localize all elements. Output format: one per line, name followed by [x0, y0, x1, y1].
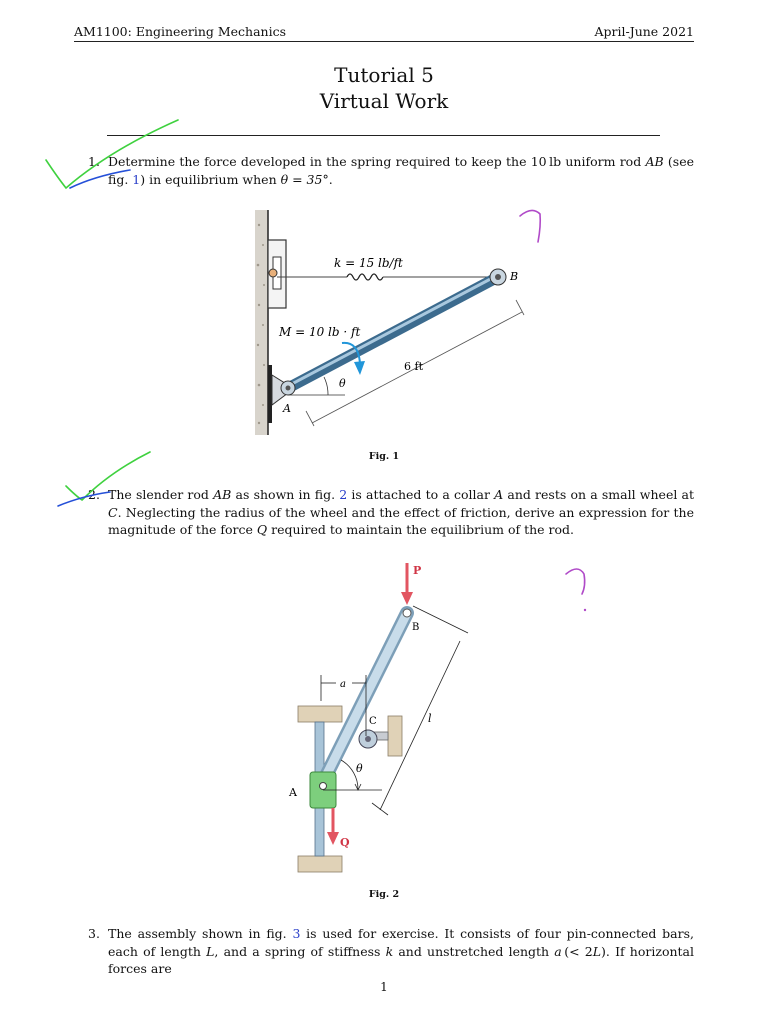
term-label: April-June 2021: [594, 24, 694, 39]
figure-link[interactable]: 2: [339, 487, 348, 502]
problem-number: 1.: [88, 154, 100, 169]
label-c: C: [369, 716, 377, 727]
top-support: [298, 706, 342, 722]
spring-label: k = 15 lb/ft: [334, 256, 403, 270]
problem-2: [88, 486, 694, 539]
pin-support: [268, 365, 272, 423]
figure-2: [280, 558, 490, 880]
problem-text: Determine the force developed in the spring required to keep the 10 lb uniform rod AB (see fig. 1) in equilibrium when θ = 35°.: [108, 154, 695, 187]
spring-coil: [347, 274, 383, 280]
label-theta: θ: [356, 762, 363, 775]
figure-1-caption: Fig. 1: [368, 451, 400, 462]
end-b: [403, 609, 411, 617]
bottom-support: [298, 856, 342, 872]
tutorial-subtitle: Virtual Work: [319, 89, 449, 113]
problem-text: The slender rod AB as shown in fig. 2 is attached to a collar A and rests on a small wheel at C. Neglecting the radius of the wheel and the effect of friction, derive an expression for the magnitude of the force Q required to maintain the equilibrium of the rod.: [108, 487, 695, 537]
label-dim-a: a: [340, 679, 346, 690]
header-rule: [74, 41, 694, 42]
problem-3: [88, 925, 694, 978]
figure-link[interactable]: 3: [292, 926, 301, 941]
wheel-bracket: [388, 716, 402, 756]
label-a: A: [283, 402, 291, 415]
label-p: P: [413, 564, 422, 577]
problem-1: [88, 153, 694, 188]
course-name: AM1100: Engineering Mechanics: [74, 24, 287, 39]
wall: [255, 210, 268, 435]
page-number: 1: [380, 980, 388, 994]
length-label: 6 ft: [404, 360, 423, 373]
label-a: A: [289, 786, 297, 799]
title-rule: [107, 135, 660, 136]
figure-1: [250, 205, 540, 440]
label-q: Q: [340, 836, 350, 849]
problem-number: 3.: [88, 926, 100, 941]
figure-2-caption: Fig. 2: [368, 889, 400, 900]
moment-label: M = 10 lb · ft: [279, 325, 361, 339]
label-b: B: [412, 622, 420, 633]
label-b: B: [510, 270, 519, 283]
figure-link[interactable]: 1: [132, 171, 141, 187]
label-dim-l: l: [428, 712, 432, 725]
slider-pin: [269, 269, 277, 277]
problem-text: The assembly shown in fig. 3 is used for exercise. It consists of four pin-connected bars, each of length L, and a spring of stiffness k and unstretched length a (< 2L). If horizontal forces are: [108, 926, 694, 976]
tutorial-title: Tutorial 5: [334, 63, 434, 87]
problem-number: 2.: [88, 487, 100, 502]
theta-label: θ: [339, 377, 346, 390]
question-mark-icon: [566, 569, 585, 594]
